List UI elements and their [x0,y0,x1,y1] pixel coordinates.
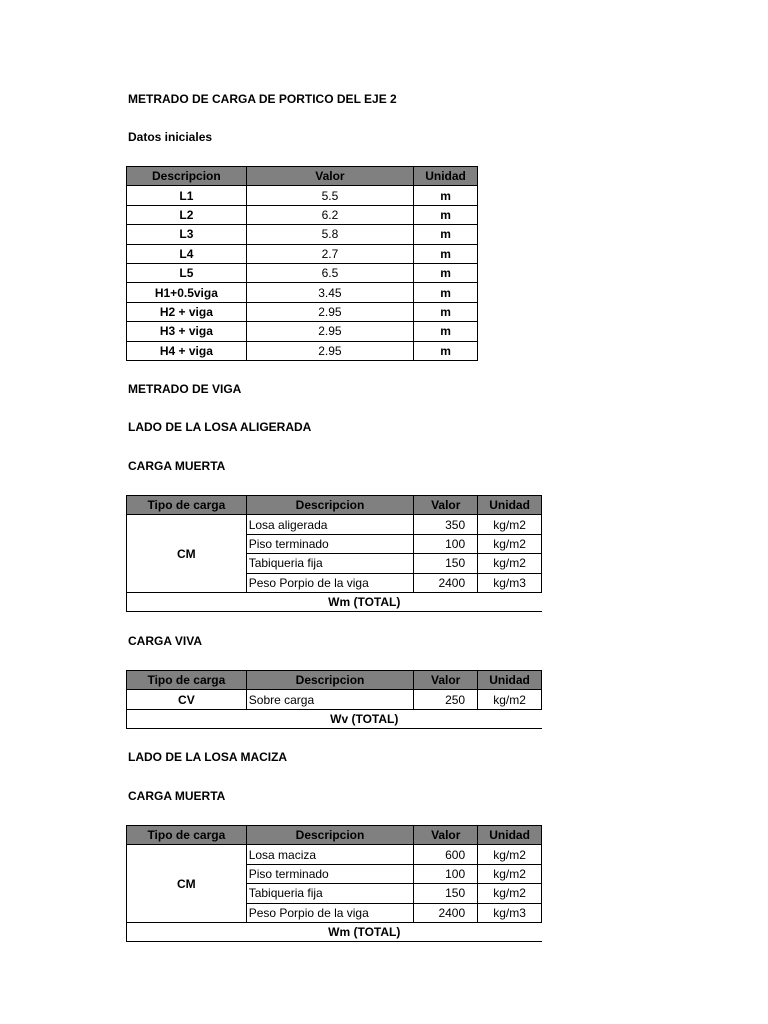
total-row [127,922,542,941]
column-header: Valor [414,826,478,845]
table-row [127,225,478,244]
datos-iniciales-heading: Datos iniciales [128,130,213,144]
carga-muerta-heading: CARGA MUERTA [128,459,226,473]
table-row [127,341,478,360]
valor-cell: 3.45 [246,283,413,302]
metrado-viga-heading: METRADO DE VIGA [128,382,242,396]
unidad-cell: m [414,283,478,302]
table-row [127,205,478,224]
descripcion-cell: Losa maciza [246,845,414,864]
unidad-cell: kg/m2 [478,554,542,573]
column-header: Unidad [414,167,478,186]
descripcion-cell: H3 + viga [127,322,247,341]
descripcion-cell: Piso terminado [246,864,414,883]
valor-cell: 600 [414,845,478,864]
valor-cell: 250 [414,690,478,709]
table-row [127,302,478,321]
column-header: Descripcion [127,167,247,186]
valor-cell: 5.5 [246,186,413,205]
unidad-cell: m [414,205,478,224]
descripcion-cell: Losa aligerada [246,515,414,534]
column-header: Descripcion [246,496,414,515]
total-label: Wv (TOTAL) [127,709,542,728]
total-label: Wm (TOTAL) [127,592,542,611]
column-header: Unidad [478,671,542,690]
carga-muerta-maciza-table [126,825,542,942]
lado-losa-maciza-heading: LADO DE LA LOSA MACIZA [128,750,288,764]
valor-cell: 100 [414,534,478,553]
descripcion-cell: H2 + viga [127,302,247,321]
descripcion-cell: H1+0.5viga [127,283,247,302]
carga-muerta-heading: CARGA MUERTA [128,789,226,803]
total-label: Wm (TOTAL) [127,922,542,941]
valor-cell: 150 [414,554,478,573]
valor-cell: 350 [414,515,478,534]
table-header-row [127,826,542,845]
table-row [127,322,478,341]
descripcion-cell: L4 [127,244,247,263]
unidad-cell: m [414,225,478,244]
descripcion-cell: Peso Porpio de la viga [246,573,414,592]
unidad-cell: kg/m2 [478,690,542,709]
descripcion-cell: Piso terminado [246,534,414,553]
column-header: Tipo de carga [127,496,247,515]
valor-cell: 6.5 [246,263,413,282]
descripcion-cell: L5 [127,263,247,282]
unidad-cell: m [414,322,478,341]
column-header: Tipo de carga [127,826,247,845]
descripcion-cell: L3 [127,225,247,244]
unidad-cell: kg/m2 [478,534,542,553]
descripcion-cell: Sobre carga [246,690,413,709]
table-row [127,515,542,534]
table-row [127,845,542,864]
document-title: METRADO DE CARGA DE PORTICO DEL EJE 2 [128,92,397,106]
unidad-cell: kg/m2 [478,864,542,883]
table-row [127,244,478,263]
column-header: Valor [414,671,478,690]
valor-cell: 100 [414,864,478,883]
datos-iniciales-table [126,166,478,361]
valor-cell: 2.95 [246,322,413,341]
table-row [127,186,478,205]
tipo-cell: CM [127,515,247,593]
table-row [127,283,478,302]
table-row [127,263,478,282]
descripcion-cell: Tabiqueria fija [246,554,414,573]
unidad-cell: kg/m2 [478,515,542,534]
carga-muerta-aligerada-table [126,495,542,612]
valor-cell: 2.7 [246,244,413,263]
column-header: Valor [414,496,478,515]
carga-viva-heading: CARGA VIVA [128,634,203,648]
unidad-cell: m [414,186,478,205]
column-header: Descripcion [246,671,413,690]
column-header: Descripcion [246,826,414,845]
valor-cell: 5.8 [246,225,413,244]
valor-cell: 150 [414,884,478,903]
lado-losa-aligerada-heading: LADO DE LA LOSA ALIGERADA [128,420,312,434]
column-header: Tipo de carga [127,671,247,690]
descripcion-cell: L2 [127,205,247,224]
carga-viva-table [126,670,542,729]
valor-cell: 2.95 [246,341,413,360]
table-header-row [127,671,542,690]
unidad-cell: m [414,341,478,360]
column-header: Unidad [478,826,542,845]
descripcion-cell: Tabiqueria fija [246,884,414,903]
table-header-row [127,167,478,186]
total-row [127,592,542,611]
unidad-cell: kg/m2 [478,884,542,903]
tipo-cell: CM [127,845,247,923]
descripcion-cell: Peso Porpio de la viga [246,903,414,922]
valor-cell: 6.2 [246,205,413,224]
unidad-cell: m [414,244,478,263]
unidad-cell: kg/m2 [478,845,542,864]
unidad-cell: m [414,263,478,282]
unidad-cell: m [414,302,478,321]
column-header: Unidad [478,496,542,515]
valor-cell: 2400 [414,573,478,592]
descripcion-cell: L1 [127,186,247,205]
total-row [127,709,542,728]
column-header: Valor [246,167,413,186]
valor-cell: 2.95 [246,302,413,321]
valor-cell: 2400 [414,903,478,922]
unidad-cell: kg/m3 [478,573,542,592]
descripcion-cell: H4 + viga [127,341,247,360]
tipo-cell: CV [127,690,247,709]
unidad-cell: kg/m3 [478,903,542,922]
table-header-row [127,496,542,515]
table-row [127,690,542,709]
